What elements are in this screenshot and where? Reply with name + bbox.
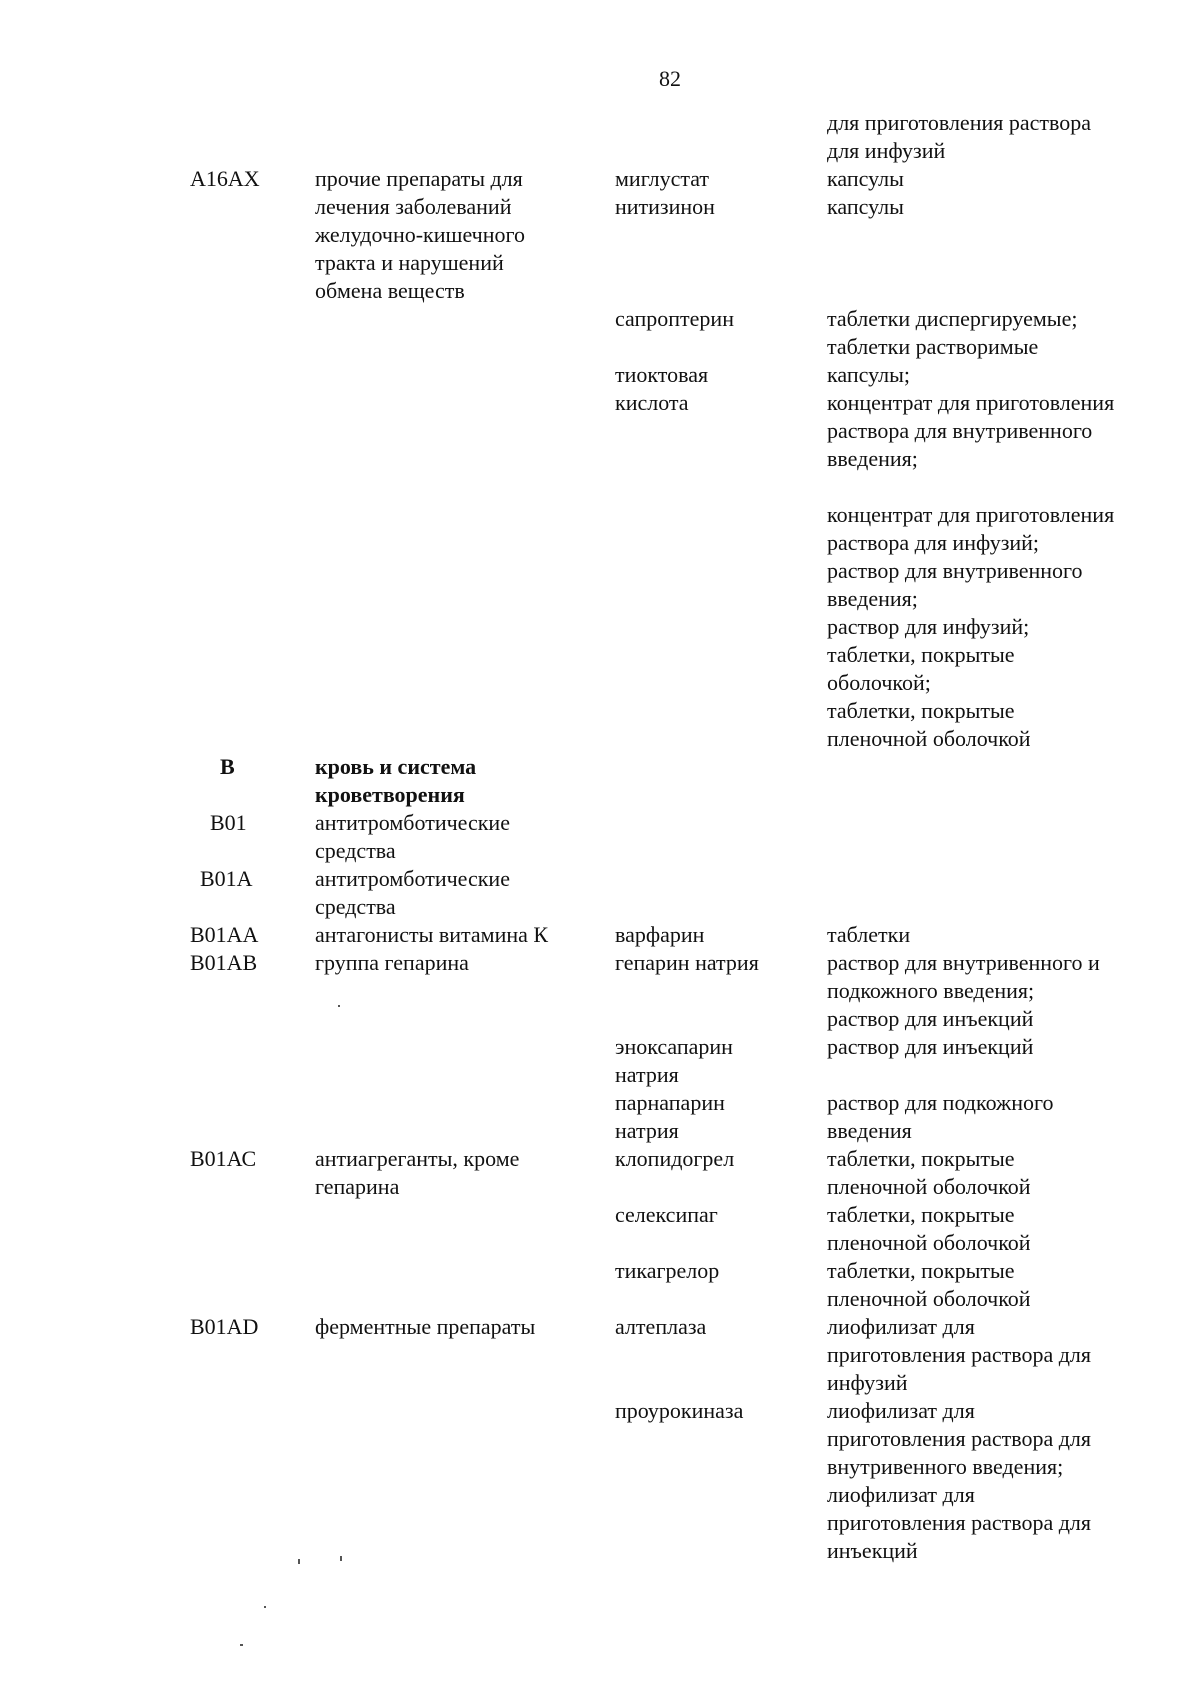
atc-code: В01AD <box>190 1314 259 1339</box>
drug-name: варфарин <box>615 922 705 947</box>
atc-code: A16AX <box>190 166 260 191</box>
atc-group-name: прочие препараты для лечения заболеваний желудочно-кишечного тракта и нарушений обмена веществ <box>315 166 525 303</box>
drug-name: парнапарин натрия <box>615 1090 725 1143</box>
dosage-form: капсулы; концентрат для приготовления раствора для внутривенного введения; <box>827 362 1115 471</box>
drug-name: селексипаг <box>615 1202 718 1227</box>
atc-code: В01АС <box>190 1146 257 1171</box>
scan-speck <box>340 1556 342 1561</box>
dosage-form: для приготовления раствора для инфузий <box>827 110 1091 163</box>
atc-code: В01АА <box>190 922 259 947</box>
atc-group-name: антитромботические средства <box>315 866 510 919</box>
atc-group-name: группа гепарина <box>315 950 469 975</box>
scan-speck <box>264 1606 266 1608</box>
drug-name: алтеплаза <box>615 1314 707 1339</box>
dosage-form: раствор для внутривенного и подкожного введения; раствор для инъекций <box>827 950 1100 1031</box>
scan-speck <box>338 1005 340 1007</box>
atc-group-name: антагонисты витамина К <box>315 922 549 947</box>
scan-speck <box>240 1644 243 1646</box>
page-number: 82 <box>659 66 681 91</box>
atc-code: В <box>220 754 235 779</box>
atc-group-name: антитромботические средства <box>315 810 510 863</box>
atc-code: В01А <box>200 866 253 891</box>
dosage-form: лиофилизат для приготовления раствора для внутривенного введения; лиофилизат для приготовления раствора для инъекций <box>827 1398 1091 1563</box>
dosage-form: таблетки <box>827 922 911 947</box>
drug-name: клопидогрел <box>615 1146 735 1171</box>
drug-name: эноксапарин натрия <box>615 1034 733 1087</box>
drug-name: тикагрелор <box>615 1258 720 1283</box>
drug-name: миглустат нитизинон <box>615 166 715 219</box>
dosage-form: раствор для подкожного введения <box>827 1090 1054 1143</box>
dosage-form: таблетки, покрытые пленочной оболочкой <box>827 1146 1031 1199</box>
dosage-form: лиофилизат для приготовления раствора для инфузий <box>827 1314 1091 1395</box>
atc-code: В01 <box>210 810 247 835</box>
dosage-form: концентрат для приготовления раствора для инфузий; раствор для внутривенного введения; раствор для инфузий; таблетки, покрытые оболочкой; таблетки, покрытые пленочной оболочкой <box>827 502 1115 751</box>
atc-code: В01АВ <box>190 950 258 975</box>
dosage-form: таблетки, покрытые пленочной оболочкой <box>827 1202 1031 1255</box>
dosage-form: капсулы капсулы <box>827 166 904 219</box>
atc-group-name: кровь и система кроветворения <box>315 754 477 807</box>
atc-group-name: антиагреганты, кроме гепарина <box>315 1146 520 1199</box>
scan-speck <box>298 1559 300 1564</box>
dosage-form: таблетки диспергируемые; таблетки растворимые <box>827 306 1078 359</box>
drug-name: проурокиназа <box>615 1398 744 1423</box>
drug-name: гепарин натрия <box>615 950 759 975</box>
atc-group-name: ферментные препараты <box>315 1314 536 1339</box>
drug-name: сапроптерин <box>615 306 734 331</box>
drug-name: тиоктовая кислота <box>615 362 709 415</box>
dosage-form: таблетки, покрытые пленочной оболочкой <box>827 1258 1031 1311</box>
dosage-form: раствор для инъекций <box>827 1034 1034 1059</box>
